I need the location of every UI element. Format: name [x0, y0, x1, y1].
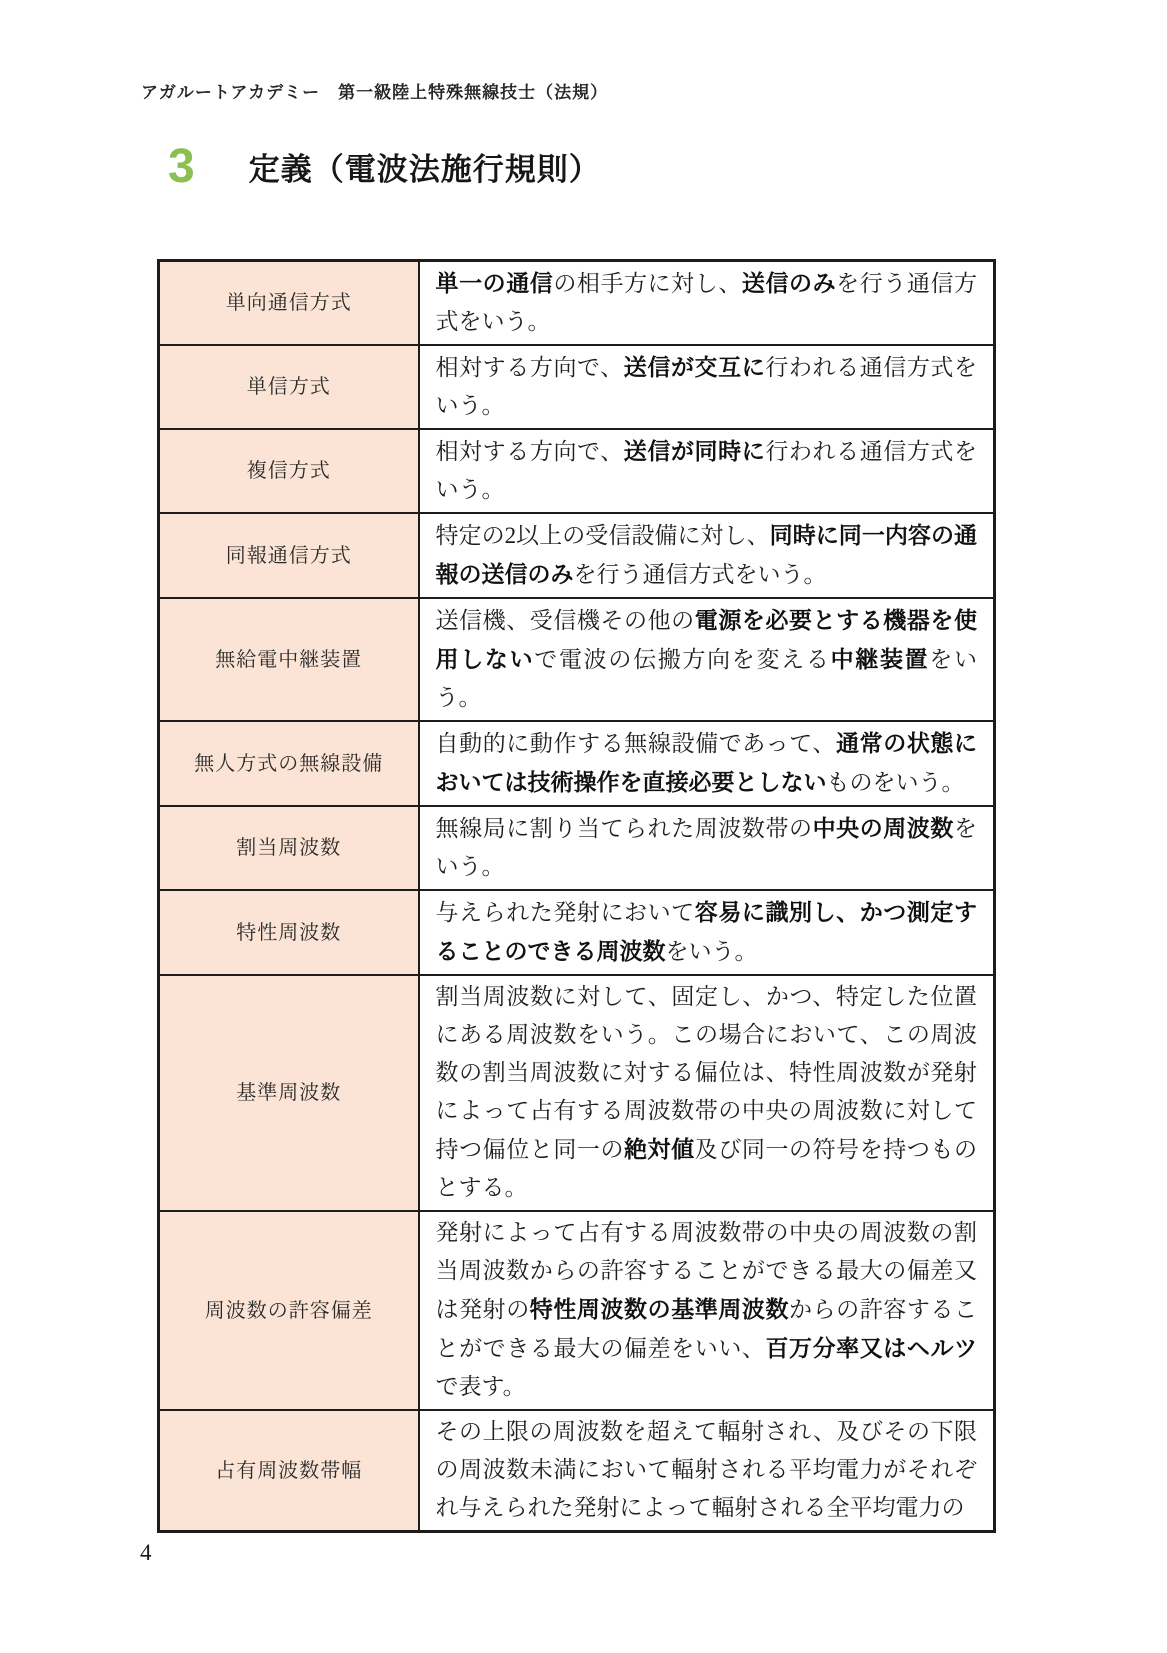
term-cell: 占有周波数帯幅	[159, 1410, 419, 1532]
definition-text: を行う通信方式をいう。	[435, 271, 978, 334]
term-cell: 単向通信方式	[159, 261, 419, 346]
definition-text: を行う通信方式をいう。	[573, 562, 827, 587]
definition-text: 特定の2以上の受信設備に対し、	[435, 523, 770, 548]
definition-text: からの許容することができる最大の偏差をいい、	[435, 1297, 978, 1361]
term-cell: 特性周波数	[159, 890, 419, 975]
definitions-table-body	[159, 261, 995, 1532]
definitions-table	[157, 259, 996, 1533]
table-row	[159, 1410, 995, 1532]
definition-emphasis: 送信が交互に	[623, 354, 766, 380]
term-cell: 単信方式	[159, 345, 419, 429]
definition-text: その上限の周波数を超えて輻射され、及びその下限の周波数未満において輻射される平均電力がそれぞれ与えられた発射によって輻射される全平均電力の	[435, 1419, 977, 1520]
term-cell: 割当周波数	[159, 806, 419, 890]
definition-text: 送信機、受信機その他の	[435, 608, 695, 633]
table-row	[159, 1211, 995, 1410]
section-number: 3	[168, 140, 195, 193]
definition-text: ものをいう。	[826, 770, 965, 795]
table-row	[159, 513, 995, 598]
definition-emphasis: 同時に同一内容の通報の送信のみ	[435, 522, 978, 587]
definition-cell	[419, 598, 995, 721]
definition-text: をいう。	[435, 647, 978, 710]
definition-text: をいう。	[665, 939, 758, 964]
term-cell: 周波数の許容偏差	[159, 1211, 419, 1410]
table-row	[159, 975, 995, 1211]
term-cell: 同報通信方式	[159, 513, 419, 598]
definition-text: 及び同一の符号を持つものとする。	[435, 1137, 978, 1200]
definition-cell	[419, 429, 995, 513]
definition-emphasis: 絶対値	[624, 1136, 695, 1162]
definition-emphasis: 送信が同時に	[623, 438, 766, 464]
term-cell: 複信方式	[159, 429, 419, 513]
definition-text: 発射によって占有する周波数帯の中央の周波数の割当周波数からの許容することができる最大の偏差又は発射の	[435, 1220, 977, 1322]
definition-text: 相対する方向で、	[435, 439, 624, 464]
section-title: 定義（電波法施行規則）	[248, 152, 601, 187]
definition-cell	[419, 513, 995, 598]
table-row	[159, 890, 995, 975]
definition-cell	[419, 890, 995, 975]
definition-text: 割当周波数に対して、固定し、かつ、特定した位置にある周波数をいう。この場合において、この周波数の割当周波数に対する偏位は、特性周波数が発射によって占有する周波数帯の中央の周波数に対して持つ偏位と同一の	[435, 984, 977, 1162]
definition-text: 無線局に割り当てられた周波数帯の	[435, 816, 813, 841]
table-row	[159, 721, 995, 806]
definition-cell	[419, 721, 995, 806]
definition-text: 相対する方向で、	[435, 355, 624, 380]
definition-cell	[419, 1211, 995, 1410]
definition-emphasis: 通常の状態においては技術操作を直接必要としない	[435, 730, 978, 795]
definition-emphasis: 容易に識別し、かつ測定することのできる周波数	[435, 899, 978, 964]
definition-emphasis: 中央の周波数	[812, 815, 955, 841]
page-header: アガルートアカデミー 第一級陸上特殊無線技士（法規）	[141, 83, 609, 102]
definition-cell	[419, 806, 995, 890]
page-number: 4	[140, 1540, 152, 1565]
definition-emphasis: 送信のみ	[741, 270, 837, 296]
definition-cell	[419, 345, 995, 429]
definition-text: をいう。	[435, 816, 978, 879]
table-row	[159, 429, 995, 513]
definition-text: の相手方に対し、	[553, 271, 742, 296]
definition-emphasis: 単一の通信	[435, 270, 554, 296]
term-cell: 無人方式の無線設備	[159, 721, 419, 806]
definition-emphasis: 百万分率又はヘルツ	[765, 1335, 978, 1361]
definition-cell	[419, 975, 995, 1211]
definition-text: 行われる通信方式をいう。	[435, 439, 978, 502]
definition-emphasis: 電源を必要とする機器を使用しない	[435, 607, 978, 672]
table-row	[159, 598, 995, 721]
term-cell: 基準周波数	[159, 975, 419, 1211]
definition-text: で表す。	[435, 1374, 526, 1399]
definition-text: 行われる通信方式をいう。	[435, 355, 978, 418]
definition-text: 自動的に動作する無線設備であって、	[435, 731, 837, 756]
table-row	[159, 345, 995, 429]
definition-emphasis: 特性周波数の基準周波数	[529, 1296, 790, 1322]
definition-emphasis: 中継装置	[830, 646, 930, 672]
table-row	[159, 261, 995, 346]
term-cell: 無給電中継装置	[159, 598, 419, 721]
definition-cell	[419, 1410, 995, 1532]
definition-text: で電波の伝搬方向を変える	[534, 647, 831, 672]
definition-cell	[419, 261, 995, 346]
table-row	[159, 806, 995, 890]
section-heading	[168, 141, 601, 193]
definition-text: 与えられた発射において	[435, 900, 695, 925]
